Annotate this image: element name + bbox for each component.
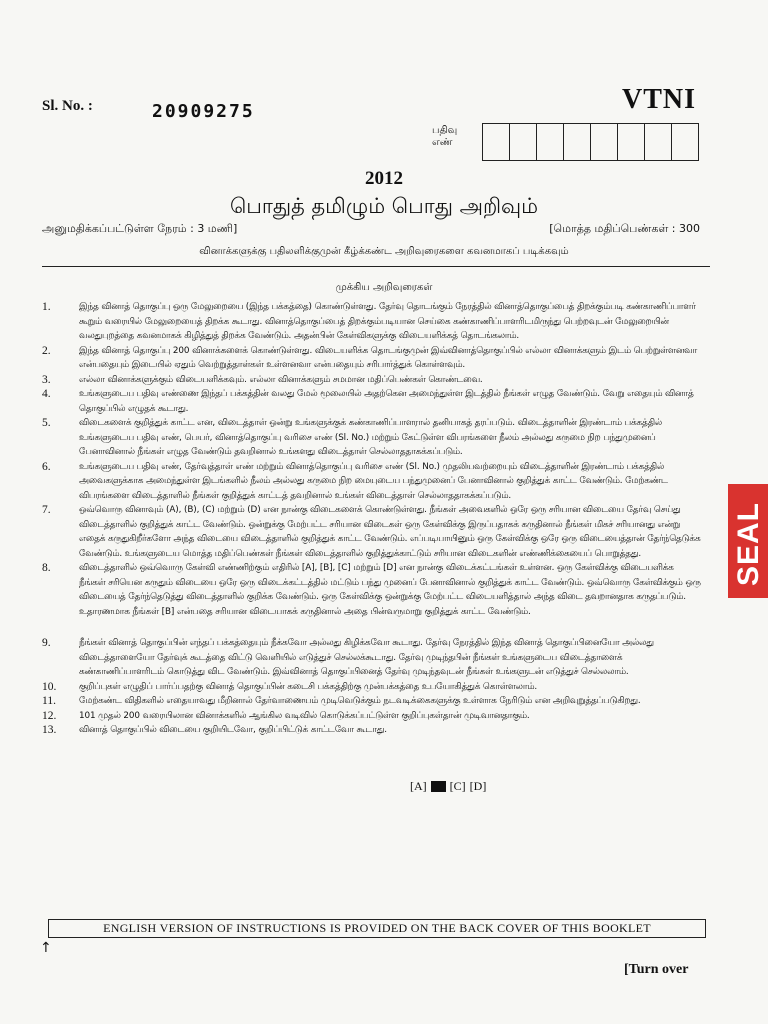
read-instructions-notice: வினாக்களுக்கு பதிலளிக்குமுன் கீழ்க்கண்ட அறிவுரைகளை கவனமாகப் படிக்கவும்: [199, 246, 569, 257]
instruction-item: [42, 680, 702, 695]
register-number-label: [432, 125, 457, 149]
time-allowed: அனுமதிக்கப்பட்டுள்ள நேரம் : 3 மணி]: [42, 222, 238, 235]
instruction-item: [42, 416, 702, 460]
instruction-text: எல்லா வினாக்களுக்கும் விடையளிக்கவும். எல்லா வினாக்களும் சமமான மதிப்பெண்கள் கொண்டவை.: [79, 374, 483, 385]
register-number-boxes[interactable]: [482, 123, 699, 161]
instruction-text: விடைகளைக் குறித்துக் காட்ட என, விடைத்தாள் ஒன்று உங்களுக்குக் கண்காணிப்பாளரால் தனியாகத் தரப்படும். விடைத்தாளின் இரண்டாம் பக்கத்தில் உங்களுடைய பதிவு எண், பெயர், வினாத்தொகுப்பு வரிசை எண் (Sl. No.) மற்றும் கேட்டுள்ள விபரங்களை நீலம் அல்லது கருமை நிற பந்துமுனைப் பேனாவினால் நீங்கள் எழுத வேண்டும் தவறினால் உங்களது விடைத்தாள் செல்லாததாகக்கப்படும்.: [79, 418, 663, 457]
instruction-number: 7.: [42, 504, 51, 516]
register-digit-box[interactable]: [537, 124, 564, 160]
instruction-number: 1.: [42, 301, 51, 313]
instruction-text: உங்களுடைய பதிவு எண், தேர்வுத்தாள் எண் மற்றும் வினாத்தொகுப்பு வரிசை எண் (Sl. No.) முதலியவற்றையும் விடைத்தாளின் இரண்டாம் பக்கத்தில் அவைகளுக்காக அமைந்துள்ள இடங்களில் நீலம் அல்லது கருமை நிற மையுடைய பந்துமுனைப் பேனாவினால் குறித்துக் காட்ட வேண்டும். மேற்கண்ட விபரங்களை விடைத்தாளில் நீங்கள் குறித்துக் காட்டத் தவறினால் உங்கள் விடைத்தாள் செல்லாததாகக்கப்படும்.: [79, 461, 668, 501]
instruction-item: [42, 344, 702, 373]
instruction-text: வினாத் தொகுப்பில் விடையை குறியிடவோ, குறிப்பிட்டுக் காட்டவோ கூடாது.: [79, 725, 387, 735]
register-digit-box[interactable]: [591, 124, 618, 160]
instruction-number: 6.: [42, 460, 51, 473]
seal-tab[interactable]: [728, 484, 768, 598]
bubble-b-filled: [431, 781, 446, 792]
instruction-item: [42, 503, 702, 561]
instruction-item: [42, 300, 702, 344]
instruction-item: [42, 709, 702, 724]
instruction-number: 13.: [42, 724, 57, 736]
answer-bubble-example: [410, 779, 486, 794]
instruction-item: [42, 636, 702, 680]
instruction-number: 2.: [42, 344, 51, 357]
instruction-number: 12.: [42, 709, 57, 722]
instruction-text: விடைத்தாளில் ஒவ்வொரு கேள்வி எண்ணிற்கும் எதிரில் [A], [B], [C] மற்றும் [D] என நான்கு விடைக்கட்டங்கள் உள்ளன. ஒரு கேள்விக்கு விடையளிக்க நீங்கள் சரியென கருதும் விடையை ஒரே ஒரு விடைக்கட்டத்தில் மட்டும் பந்து முனைப் பேனாவினால் குறித்துக் காட்ட வேண்டும். ஒவ்வொரு கேள்விக்கும் ஒரு விடையைத் தேர்ந்தெடுத்து விடைத்தாளில் குறிக்க வேண்டும். ஒரு கேள்விக்கு ஒன்றுக்கு மேற்பட்ட விடையளித்தால் அந்த விடை தவறானதாக கருதப்படும். உதாரணமாக நீங்கள் [B] என்பதை சரியான விடையாகக் கருதினால் அதை பின்வருமாறு குறித்துக் காட்ட வேண்டும்.: [79, 563, 701, 617]
instruction-number: 10.: [42, 680, 57, 693]
instruction-text: 101 முதல் 200 வரையிலான வினாக்களில் ஆங்கில வடிவில் கொடுக்கப்பட்டுள்ள குறிப்புகள்தான் முடிவானதாகும்.: [79, 710, 530, 721]
instruction-item: [42, 460, 702, 504]
header-divider: [42, 266, 710, 267]
booklet-code: VTNI: [622, 84, 697, 115]
instruction-item: [42, 387, 702, 416]
register-digit-box[interactable]: [564, 124, 591, 160]
instruction-number: 9.: [42, 637, 51, 649]
instruction-text: நீங்கள் வினாத் தொகுப்பின் எந்தப் பக்கத்தையும் நீக்கவோ அல்லது கிழிக்கவோ கூடாது. தேர்வு நேரத்தில் இந்த வினாத் தொகுப்பினையோ அல்லது விடைத்தாளையோ தேர்வுக் கூடத்தை விட்டு வெளியில் எடுத்துச் செல்லக்கூடாது. தேர்வு முடிந்தபின் நீங்கள் உங்களுடைய விடைத்தாளைக் கண்காணிப்பாளரிடம் கொடுத்து விட வேண்டும். இவ்வினாத் தொகுப்பினைத் தேர்வு முடிந்தவுடன் நீங்கள் உங்களுடன் எடுத்துச் செல்லலாம்.: [79, 638, 654, 677]
instructions-heading: முக்கிய அறிவுரைகள்: [335, 282, 433, 293]
instruction-number: 8.: [42, 562, 51, 574]
register-digit-box[interactable]: [483, 124, 510, 160]
instruction-item: [42, 694, 702, 709]
register-digit-box[interactable]: [672, 124, 698, 160]
bubble-c: [C]: [449, 779, 466, 793]
serial-number: 20909275: [152, 101, 255, 122]
register-label-line2: எண்: [432, 137, 453, 148]
instruction-number: 3.: [42, 373, 51, 386]
maximum-marks: [மொத்த மதிப்பெண்கள் : 300: [549, 222, 700, 235]
paper-title: பொதுத் தமிழும் பொது அறிவும்: [229, 194, 539, 218]
instructions-list: [42, 300, 702, 738]
bubble-d: [D]: [469, 779, 487, 793]
instruction-text: இந்த வினாத் தொகுப்பு ஒரு மேலுறையை (இந்த பக்கத்தை) கொண்டுள்ளது. தேர்வு தொடங்கும் நேரத்தில் வினாத்தொகுப்பைத் திறக்கும்படி கண்காணிப்பாளர் கூறும் வரையில் மேலுறையைத் திறக்க கூடாது. வினாத்தொகுப்பைத் திறக்கும்படியான செய்கை கண்காணிப்பாளரிடமிருந்து பெற்றவுடன் மேலுறையின் வலதுபுறத்தை கவனமாகக் கிழித்துத் திறக்க வேண்டும். அதன்பின் கேள்விகளுக்கு விடையளிக்கத் தொடங்கலாம்.: [79, 302, 696, 341]
bubble-a: [A]: [410, 779, 427, 793]
english-version-note: ENGLISH VERSION OF INSTRUCTIONS IS PROVIDED ON THE BACK COVER OF THIS BOOKLET: [48, 919, 706, 938]
register-digit-box[interactable]: [510, 124, 537, 160]
register-label-line1: பதிவு: [432, 125, 458, 136]
register-digit-box[interactable]: [618, 124, 645, 160]
instruction-number: 11.: [42, 695, 56, 707]
instruction-number: 4.: [42, 388, 51, 400]
instruction-number: 5.: [42, 417, 51, 429]
instruction-text: குறிப்புகள் எழுதிப் பார்ப்பதற்கு வினாத் தொகுப்பின் கடைசி பக்கத்திற்கு முன்பக்கத்தை உபயோகித்துக் கொள்ளலாம்.: [79, 681, 538, 692]
arrow-up-icon: ↑: [40, 940, 52, 956]
instruction-text: ஒவ்வொரு வினாவும் (A), (B), (C) மற்றும் (D) என நான்கு விடைகளைக் கொண்டுள்ளது. நீங்கள் அவைகளில் ஒரே ஒரு சரியான விடையை தேர்வு செய்து விடைத்தாளில் குறித்துக் காட்ட வேண்டும். ஒன்றுக்கு மேற்பட்ட சரியான விடைகள் ஒரு கேள்விக்கு இருப்பதாகக் கருதினால் நீங்கள் மிகச் சரியானது என்று எதைக் கருதுகிறீர்களோ அந்த விடையை விடைத்தாளில் குறித்துக் காட்ட வேண்டும். எப்படியாயினும் ஒரு கேள்விக்கு ஒரே ஒரு விடையைத்தான் தேர்ந்தெடுக்க வேண்டும். உங்களுடைய மொத்த மதிப்பெண்கள் நீங்கள் விடைத்தாளில் குறித்துக்காட்டும் சரியான விடைகளின் எண்ணிக்கையைப் பொறுத்தது.: [79, 505, 701, 559]
seal-label: SEAL: [732, 501, 765, 586]
instruction-item: [42, 561, 702, 619]
instruction-text: மேற்கண்ட விதிகளில் எதையாவது மீறினால் தேர்வாணையம் முடிவெடுக்கும் நடவடிக்கைகளுக்கு உள்ளாக நேரிடும் என அறிவுறுத்தப்படுகிறது.: [79, 696, 641, 706]
instruction-item: [42, 373, 702, 388]
turn-over-note: [Turn over: [624, 962, 689, 977]
instruction-text: உங்களுடைய பதிவு எண்ணை இந்தப் பக்கத்தின் வலது மேல் மூலையில் அதற்கென அமைந்துள்ள இடத்தில் நீங்கள் எழுத வேண்டும். வேறு எதையும் வினாத் தொகுப்பில் எழுதக் கூடாது.: [79, 389, 694, 414]
instruction-text: இந்த வினாத் தொகுப்பு 200 வினாக்களைக் கொண்டுள்ளது. விடையளிக்க தொடங்குமுன் இவ்வினாத்தொகுப்பில் எல்லா வினாக்களும் இடம் பெற்றுள்ளனவா என்பதையும் இடையில் ஏதும் வெற்றுத்தாள்கள் உள்ளனவா என்பதையும் சரிபார்த்துக் கொள்ளவும்.: [79, 345, 698, 370]
serial-number-label: Sl. No. :: [42, 98, 93, 114]
exam-year: 2012: [365, 168, 403, 189]
register-digit-box[interactable]: [645, 124, 672, 160]
instruction-item: [42, 723, 702, 738]
